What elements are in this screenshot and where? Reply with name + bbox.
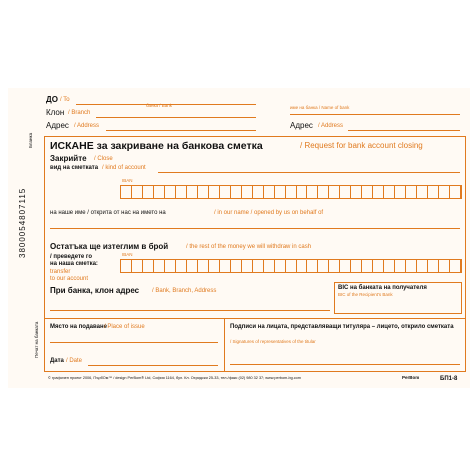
place-field[interactable] [50,342,218,343]
bank-name-caption: име на банка / Name of bank [290,105,350,110]
address-label-en: / Address [74,123,100,129]
place-label: Място на подаване [50,324,107,330]
opened-label-en: / in our name / opened by us on behalf of [214,210,324,216]
bank-row-field[interactable] [50,310,330,311]
branch-label-en: / Branch [68,110,91,116]
iban-label: IBAN [122,178,133,183]
form-title: ИСКАНЕ за закриване на банкова сметка [50,140,263,152]
date-label: Дата [50,358,64,364]
cash-label: Остатъка ще изтеглим в брой [50,242,169,251]
signature-field[interactable] [230,364,460,365]
branch-label: Клон [46,108,65,117]
date-label-en: / Date [66,358,83,364]
brand-logo: PerBom [402,375,420,380]
form-title-en: / Request for bank account closing [300,141,423,150]
place-label-en: / Place of issue [104,324,145,330]
date-field[interactable] [88,365,218,366]
serial-number: 3800054807115 [18,187,27,258]
address-field[interactable] [106,130,256,131]
bank-row-label: При банка, клон адрес [50,286,140,295]
kind-field[interactable] [158,172,460,173]
address2-field[interactable] [348,130,460,131]
side-strip [8,88,48,388]
opened-label: на наше име / открита от нас на името на [50,210,166,216]
bank-form [8,88,470,388]
form-code: Бланка [28,132,33,148]
bank-name-field[interactable] [290,114,460,115]
transfer-label-2: на наша сметка: [50,261,98,267]
branch-field[interactable] [96,117,256,118]
to-label-en: / To [60,97,70,103]
close-label-en: / Close [94,156,113,162]
signature-label: Подписи на лицата, представляващи титуляра – лицето, открило сметката [230,324,454,330]
section-divider [44,318,466,319]
kind-label: вид на сметката [50,165,99,171]
iban-label-2: IBAN [122,252,133,257]
address-label: Адрес [46,121,69,130]
kind-label-en: / kind of account [102,165,146,171]
bank-caption: банка / Bank [146,103,173,108]
bank-row-label-en: / Bank, Branch, Address [152,288,217,294]
footer-copyright: © графичен проект 2006, ПърбОм™ / design PerBom® Ltd, София 1164, бул. Кл. Охридски 25-33, тел./факс (02) 980 32 37; www.perbom-bg.com [48,376,301,380]
transfer-label-1: / преведете го [50,254,92,260]
transfer-label-4: to our account [50,276,89,282]
imprint-label: Печат на банката [34,321,39,358]
address2-label-en: / Address [318,123,344,129]
opened-field[interactable] [50,228,460,229]
bottom-divider [224,318,225,372]
signature-label-en: / Signatures of representatives of the titular [230,339,316,344]
bic-label-en: BIC of the Recipient's Bank [338,292,393,297]
to-label: ДО [46,95,58,104]
form-number: БП1-8 [440,376,458,382]
close-label: Закрийте [50,154,87,163]
transfer-label-3: transfer [50,269,71,275]
iban-field[interactable] [120,185,462,199]
address2-label: Адрес [290,121,313,130]
cash-label-en: / the rest of the money we will withdraw in cash [186,244,312,250]
transfer-iban-field[interactable] [120,259,462,273]
bic-label: BIC на банката на получателя [338,285,427,291]
